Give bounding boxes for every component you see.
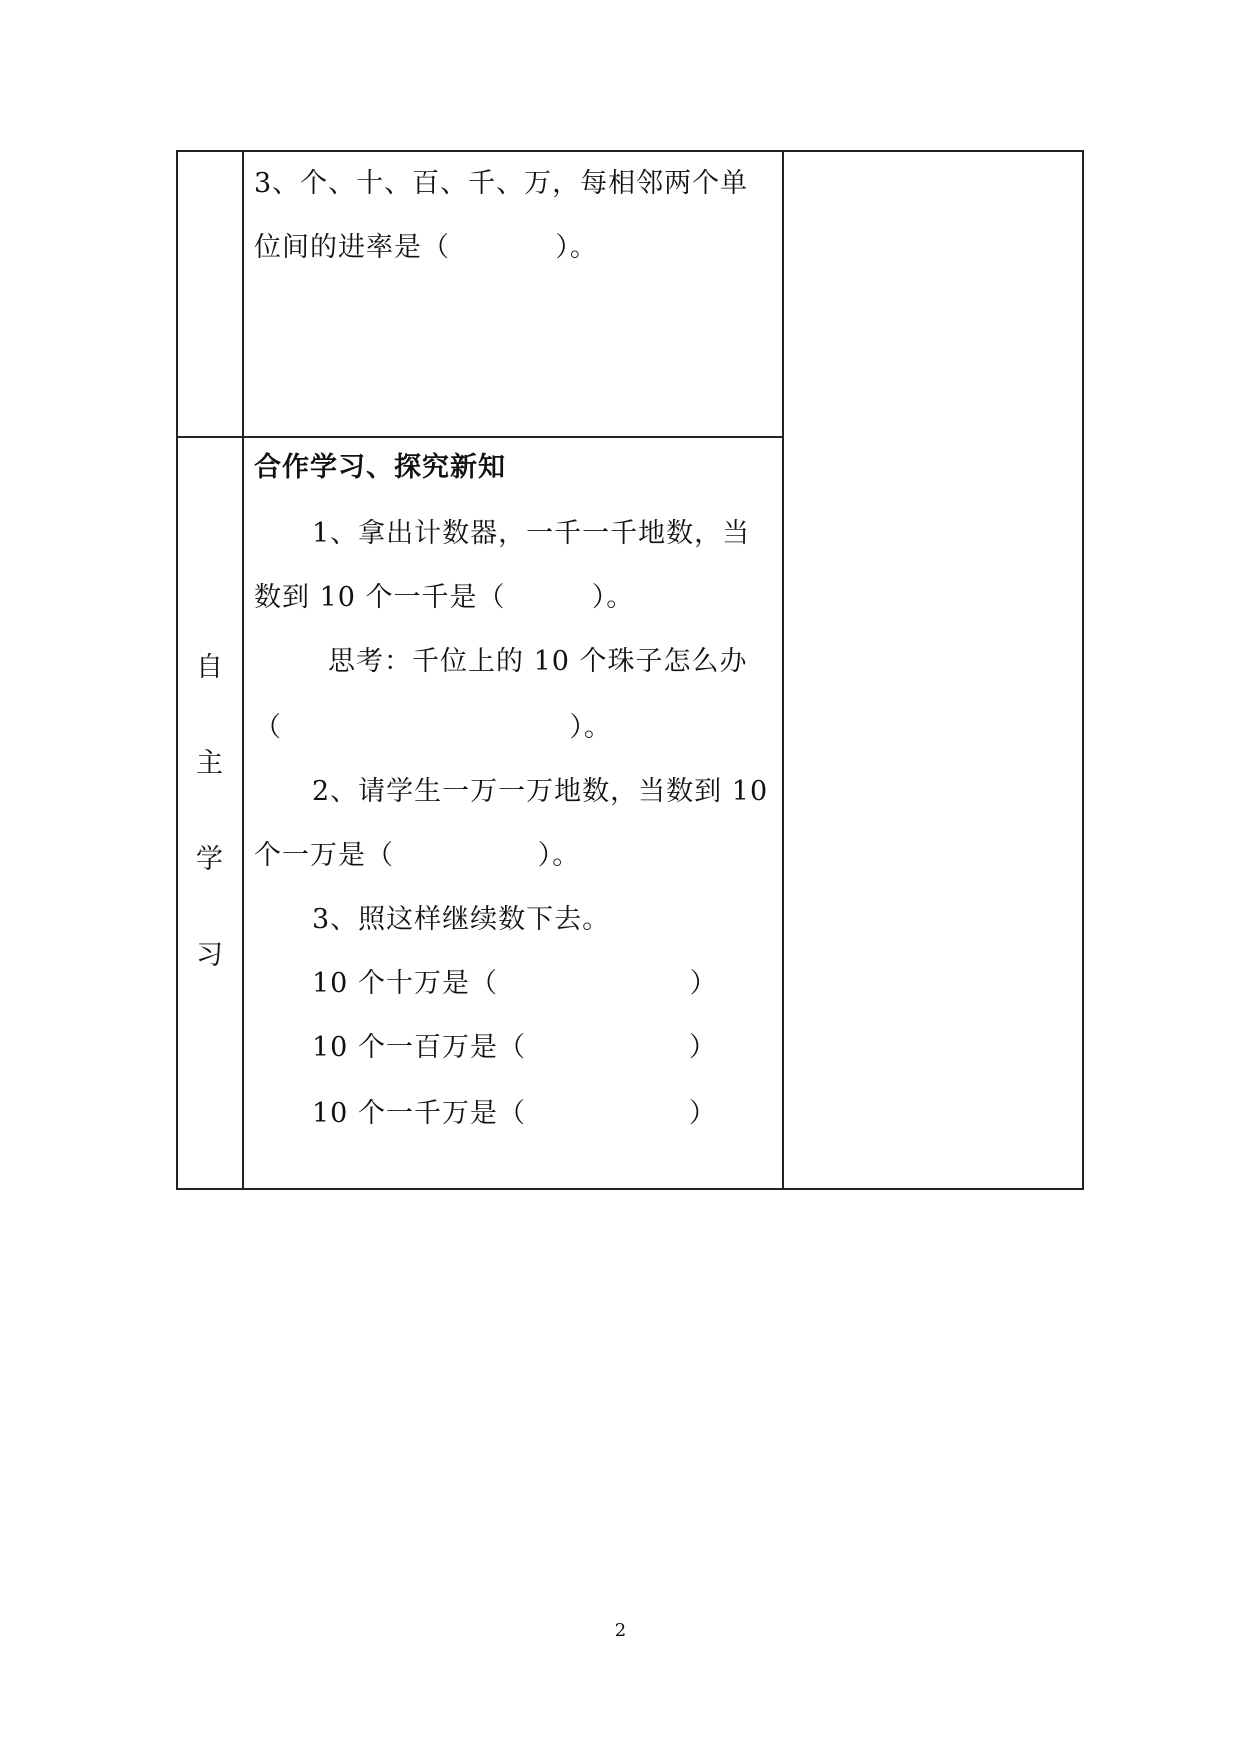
row-divider	[176, 436, 784, 438]
question-1-line-2: 数到 10 个一千是（ ）。	[254, 582, 635, 613]
question-3b-line: 3、照这样继续数下去。	[312, 904, 611, 935]
section-label-char: 学	[196, 844, 223, 875]
question-3-line-1: 3、个、十、百、千、万，每相邻两个单	[254, 168, 749, 199]
think-line-2: （ ）。	[254, 712, 612, 743]
table-border-bottom	[176, 1188, 1084, 1190]
section-label-char: 自	[196, 652, 223, 683]
question-2-line-1: 2、请学生一万一万地数，当数到 10	[312, 776, 769, 807]
section-label-char: 主	[196, 748, 223, 779]
question-2-line-2: 个一万是（ ）。	[254, 840, 581, 871]
fill-blank-2: 10 个一百万是（ ）	[312, 1032, 717, 1063]
column-divider-2	[782, 150, 784, 1190]
table-border-top	[176, 150, 1084, 152]
table-border-right	[1082, 150, 1084, 1190]
table-border-left	[176, 150, 178, 1190]
page-number: 2	[614, 1620, 627, 1641]
think-line-1: 思考：千位上的 10 个珠子怎么办	[328, 646, 748, 677]
section-title: 合作学习、探究新知	[254, 452, 506, 483]
question-1-line-1: 1、拿出计数器，一千一千地数，当	[312, 518, 751, 549]
fill-blank-3: 10 个一千万是（ ）	[312, 1098, 717, 1129]
fill-blank-1: 10 个十万是（ ）	[312, 968, 718, 999]
question-3-line-2: 位间的进率是（ ）。	[254, 232, 598, 263]
column-divider-1	[242, 150, 244, 1190]
section-label-char: 习	[196, 940, 223, 971]
